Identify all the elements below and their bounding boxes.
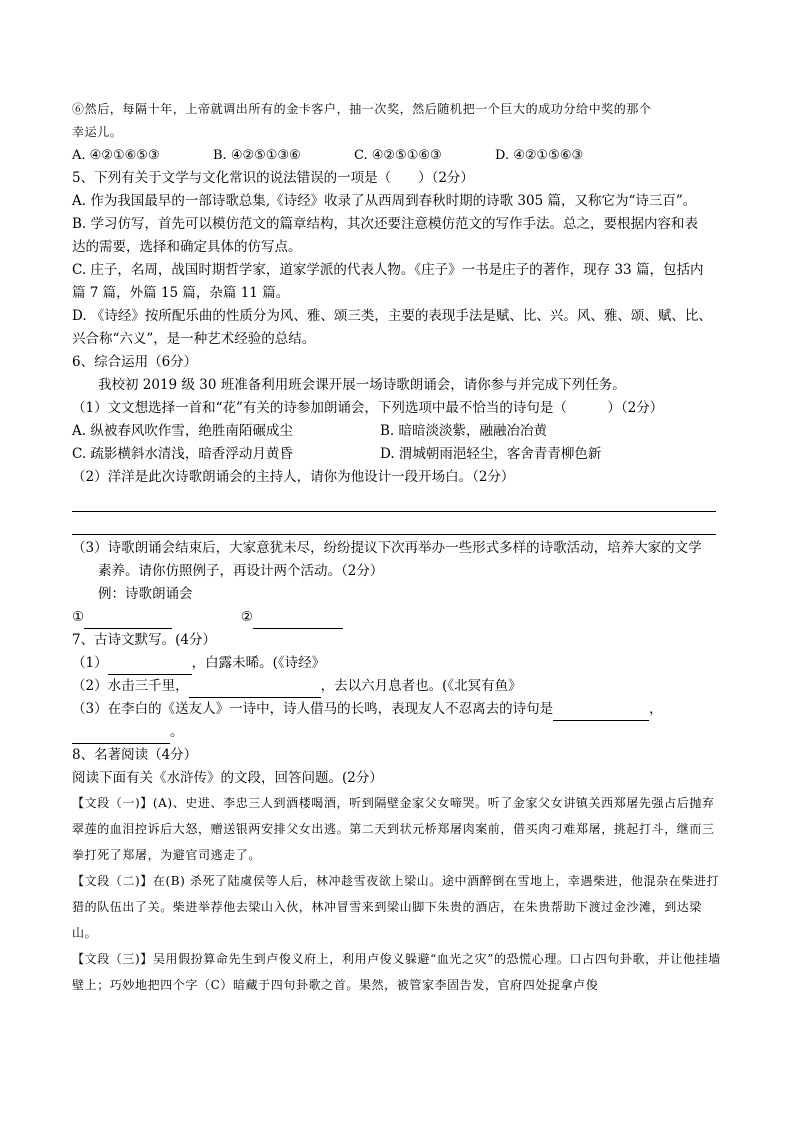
q5-option-d-line1[interactable]: D. 《诗经》按所配乐曲的性质分为风、雅、颂三类，主要的表现手法是赋、比、兴。风、雅、颂、赋、比、: [72, 308, 712, 324]
q6-part3-line2: 素养。请你仿照例子，再设计两个活动。（2分）: [98, 563, 384, 579]
activity-blank-1[interactable]: [84, 613, 172, 629]
exam-page: [72, 98, 722, 998]
q6-intro: 我校初 2019 级 30 班准备利用班会课开展一场诗歌朗诵会，请你参与并完成下列任务。: [98, 377, 626, 393]
q7-l2-prefix: （2）水击三千里，: [72, 678, 189, 694]
q6-part2: （2）洋洋是此次诗歌朗诵会的主持人，请你为他设计一段开场白。（2分）: [72, 469, 515, 485]
q4-options: [72, 144, 722, 167]
q7-line4: [72, 721, 722, 744]
answer-line-1[interactable]: [72, 489, 716, 512]
q7-l1-suffix: ，白露未晞。(《诗经》: [191, 655, 326, 671]
q6-option-b[interactable]: B. 暗暗淡淡紫，融融冶冶黄: [380, 423, 548, 439]
q5-option-c-line2: 篇 7 篇，外篇 15 篇，杂篇 11 篇。: [72, 285, 290, 301]
q6-part1: （1）文文想选择一首和“花”有关的诗参加朗诵会，下列选项中最不恰当的诗句是（ ）（2分）: [72, 400, 664, 416]
q7-stem: 7、古诗文默写。(4分）: [72, 632, 216, 648]
q5-option-b-line2: 达的需要，选择和确定具体的仿写点。: [72, 239, 302, 255]
q5-option-a[interactable]: A. 作为我国最早的一部诗歌总集,《诗经》收录了从西周到春秋时期的诗歌 305 篇，又称它为“诗三百”。: [72, 193, 697, 209]
q4-option-b[interactable]: B. ④②⑤①③⑥: [213, 148, 301, 163]
q6-example: 例：诗歌朗诵会: [98, 586, 193, 602]
q7-l3-prefix: （3）在李白的《送友人》一诗中，诗人借马的长鸣，表现友人不忍离去的诗句是: [72, 701, 554, 717]
q5-stem: 5、下列有关于文学与文化常识的说法错误的一项是（ ）（2分）: [72, 170, 474, 186]
q7-l4-suffix: 。: [170, 724, 184, 740]
q6-part1-options-row2: [72, 443, 722, 466]
q4-option-a[interactable]: A. ④②①⑥⑤③: [72, 148, 160, 163]
q4-option-d[interactable]: D. ④②①⑤⑥③: [495, 148, 584, 163]
q7-l3-suffix: ，: [649, 701, 663, 717]
q7-line1: [72, 652, 722, 675]
q5-option-b-line1[interactable]: B. 学习仿写，首先可以模仿范文的篇章结构，其次还要注意模仿范文的写作手法。总之，要根据内容和表: [72, 216, 699, 232]
q8-passage-3: 【文段（三)】吴用假扮算命先生到卢俊义府上，利用卢俊义躲避“血光之灾”的恐慌心理。口占四句卦歌，并让他挂墙壁上；巧妙地把四个字（C）暗藏于四句卦歌之首。果然，被管家李固告发，官府四处捉拿卢俊: [72, 952, 721, 992]
answer-line-2[interactable]: [72, 512, 716, 535]
q4-option-c[interactable]: C. ④②⑤①⑥③: [354, 148, 442, 163]
blank-label-1: ①: [72, 609, 85, 625]
q7-l1-prefix: （1）: [72, 655, 108, 671]
q8-passage-2: 【文段（二)】在(B) 杀死了陆虞侯等人后，林冲趁雪夜欲上梁山。途中酒醉倒在雪地上，幸遇柴进，他混杂在柴进打猎的队伍出了关。柴进举荐他去梁山入伙，林冲冒雪来到梁山脚下朱贵的酒店，在朱贵帮助下渡过金沙滩，到达梁山。: [72, 874, 720, 940]
q7-line2: [72, 675, 722, 698]
q5-option-d-line2: 兴合称“六义”，是一种艺术经验的总结。: [72, 331, 316, 347]
q6-part1-options-row1: [72, 420, 722, 443]
q8-passage-1: 【文段（一)】(A)、史进、李忠三人到酒楼喝酒，听到隔壁金家父女啼哭。听了金家父女讲镇关西郑屠先强占后抛弃翠莲的血泪控诉后大怒，赠送银两安排父女出逃。第二天到状元桥郑屠肉案前，借买肉刁难郑屠，挑起打斗，继而三拳打死了郑屠，为避官司逃走了。: [72, 796, 715, 862]
q6-activity-blanks: [72, 606, 722, 629]
q4-item6-line1: ⑥然后，每隔十年，上帝就调出所有的金卡客户，抽一次奖，然后随机把一个巨大的成功分给中奖的那个: [72, 102, 652, 116]
q6-option-d[interactable]: D. 渭城朝雨浥轻尘，客舍青青柳色新: [380, 446, 602, 462]
q7-l2-suffix: ，去以六月息者也。(《北冥有鱼》: [320, 678, 522, 694]
recite-blank-4[interactable]: [72, 728, 170, 744]
q5-option-c-line1[interactable]: C. 庄子，名周，战国时期哲学家，道家学派的代表人物。《庄子》一书是庄子的著作，现存 33 篇，包括内: [72, 262, 704, 278]
recite-blank-3[interactable]: [553, 705, 649, 721]
q7-line3: [72, 698, 722, 721]
q8-stem: 8、名著阅读（4分）: [72, 747, 198, 763]
q6-option-c[interactable]: C. 疏影横斜水清浅，暗香浮动月黄昏: [72, 446, 293, 462]
blank-label-2: ②: [240, 609, 253, 625]
q6-part3-line1: （3）诗歌朗诵会结束后，大家意犹未尽，纷纷提议下次再举办一些形式多样的诗歌活动，培养大家的文学: [72, 540, 702, 556]
recite-blank-2[interactable]: [189, 682, 321, 698]
q4-item6-line2: 幸运儿。: [72, 125, 123, 139]
q8-intro: 阅读下面有关《水浒传》的文段，回答问题。(2分）: [72, 770, 383, 786]
recite-blank-1[interactable]: [108, 659, 192, 675]
q6-option-a[interactable]: A. 纵被春风吹作雪，绝胜南陌碾成尘: [72, 423, 293, 439]
activity-blank-2[interactable]: [253, 613, 343, 629]
q6-stem: 6、综合运用（6分）: [72, 354, 198, 370]
